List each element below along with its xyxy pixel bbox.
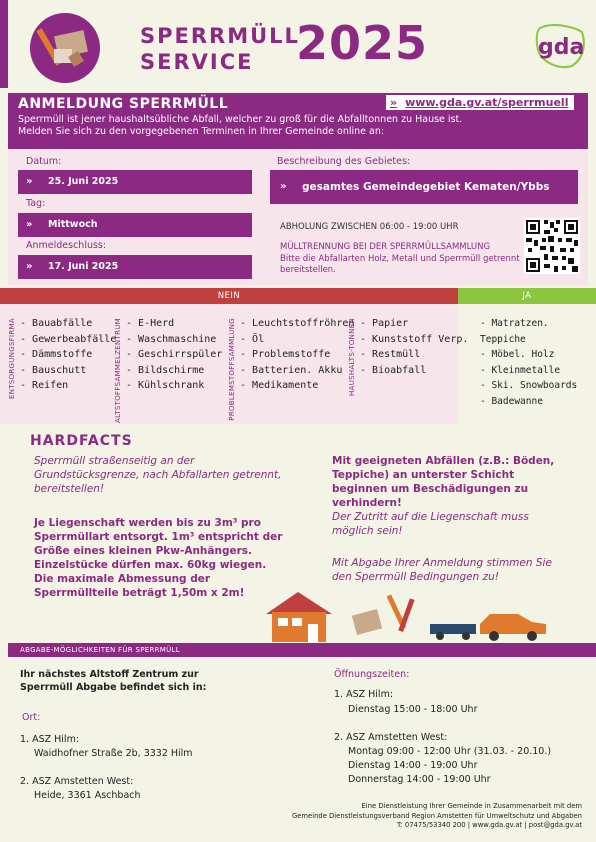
oeffnung-label: Öffnungszeiten:	[334, 669, 410, 680]
ja-header: JA	[458, 288, 596, 304]
datum-box	[18, 170, 252, 194]
sperrmuell-illustration	[30, 13, 100, 83]
list-item: - Medikamente	[240, 378, 354, 394]
hardfacts-p3: Mit geeigneten Abfällen (z.B.: Böden, Teppiche) an unterster Schicht beginnen um Beschädigungen zu verhindern!	[332, 455, 555, 509]
oeffnung-asz1-name: 1. ASZ Hilm:	[334, 689, 394, 700]
list-item: - Restmüll	[360, 347, 468, 363]
anmeldung-title: ANMELDUNG SPERRMÜLL	[18, 96, 229, 112]
group-list-problemstoff	[240, 316, 354, 394]
list-item: - Bauabfälle	[20, 316, 116, 332]
asz2-address: Heide, 3361 Aschbach	[34, 790, 141, 801]
list-item: - Kühlschrank	[126, 378, 222, 394]
anmeldung-text	[18, 114, 578, 138]
header-accent-bar	[0, 0, 8, 88]
gda-logo	[532, 22, 588, 70]
list-item: - Batterien. Akku	[240, 363, 354, 379]
list-item: - Bauschutt	[20, 363, 116, 379]
asz2-name: 2. ASZ Amstetten West:	[20, 776, 134, 787]
beschreibung-box	[270, 170, 578, 204]
tag-value: Mittwoch	[48, 219, 98, 230]
asz1-name: 1. ASZ Hilm:	[20, 734, 80, 745]
footer-line: Eine Dienstleistung Ihrer Gemeinde in Zusammenarbeit mit dem	[361, 802, 582, 810]
ort-label: Ort:	[22, 712, 41, 723]
oeffnung-asz2-time1: Montag 09:00 - 12:00 Uhr (31.03. - 20.10.)	[348, 746, 552, 757]
list-item: - Möbel. Holz	[480, 347, 596, 363]
list-item: - Reifen	[20, 378, 116, 394]
oeffnung-asz2-time3: Donnerstag 14:00 - 19:00 Uhr	[348, 774, 491, 785]
hardfacts-title: HARDFACTS	[30, 433, 133, 449]
title-line-1: SPERRMÜLL	[140, 24, 300, 48]
anmeldung-text-line: Sperrmüll ist jener haushaltsübliche Abfall, welcher zu groß für die Abfalltonnen zu Hause ist.	[18, 114, 463, 125]
list-item: - Matratzen. Teppiche	[480, 316, 596, 347]
nein-header: NEIN	[0, 288, 458, 304]
beschreibung-value: gesamtes Gemeindegebiet Kematen/Ybbs	[302, 181, 550, 193]
title-line-2: SERVICE	[140, 50, 254, 74]
list-item: - Leuchtstoffröhren	[240, 316, 354, 332]
group-label: HAUSHALTS-TONNEN	[348, 318, 356, 396]
trennung-title: MÜLLTRENNUNG BEI DER SPERRMÜLLSAMMLUNG	[280, 242, 491, 252]
footer	[250, 802, 582, 831]
list-item: - Kleinmetalle	[480, 363, 596, 379]
chevron-double-icon: »	[26, 261, 33, 272]
list-item: - Papier	[360, 316, 468, 332]
datum-label: Datum:	[26, 156, 62, 167]
anmeldeschluss-box	[18, 255, 252, 279]
hardfacts-p4: Der Zutritt auf die Liegenschaft muss möglich sein!	[332, 511, 529, 537]
oeffnung-asz2-name: 2. ASZ Amstetten West:	[334, 732, 448, 743]
list-item: - E-Herd	[126, 316, 222, 332]
list-item: - Dämmstoffe	[20, 347, 116, 363]
year-heading: 2025	[296, 16, 429, 70]
list-item: - Kunststoff Verp.	[360, 332, 468, 348]
oeffnung-asz1-time: Dienstag 15:00 - 18:00 Uhr	[348, 704, 478, 715]
hardfacts-p5: Mit Abgabe Ihrer Anmeldung stimmen Sie den Sperrmüll Bedingungen zu!	[332, 557, 552, 583]
list-item: - Bildschirme	[126, 363, 222, 379]
group-label: PROBLEMSTOFFSAMMLUNG	[228, 318, 236, 421]
anmeldeschluss-value: 17. Juni 2025	[48, 261, 119, 272]
group-label: ALTSTOFFSAMMELZENTRUM	[114, 318, 122, 423]
group-label: ENTSORGUNGSFIRMA	[8, 318, 16, 399]
datum-value: 25. Juni 2025	[48, 176, 119, 187]
tag-box	[18, 213, 252, 237]
beschreibung-label: Beschreibung des Gebietes:	[277, 156, 411, 167]
sperrmuell-url: www.gda.gv.at/sperrmuell	[405, 96, 569, 109]
list-item: - Öl	[240, 332, 354, 348]
ja-list	[480, 316, 596, 409]
group-list-tonnen	[360, 316, 468, 378]
tag-label: Tag:	[26, 198, 46, 209]
trennung-text: Bitte die Abfallarten Holz, Metall und Sperrmüll getrennt bereitstellen.	[280, 254, 520, 275]
anmeldeschluss-label: Anmeldeschluss:	[26, 240, 107, 251]
footer-contact: T: 07475/53340 200 | www.gda.gv.at | post@gda.gv.at	[397, 821, 582, 829]
asz1-address: Waidhofner Straße 2b, 3332 Hilm	[34, 748, 193, 759]
chevron-double-icon: »	[26, 219, 33, 230]
house-car-illustration	[262, 590, 552, 642]
abgabe-header: ABGABE-MÖGLICHKEITEN FÜR SPERRMÜLL	[8, 643, 596, 657]
list-item: - Gewerbeabfälle	[20, 332, 116, 348]
list-item: - Badewanne	[480, 394, 596, 410]
list-item: - Bioabfall	[360, 363, 468, 379]
qr-code[interactable]	[524, 218, 580, 274]
gda-logo-text: gda	[538, 35, 585, 60]
oeffnung-asz2-time2: Dienstag 14:00 - 19:00 Uhr	[348, 760, 478, 771]
footer-line: Gemeinde Dienstleistungsverband Region Amstetten für Umweltschutz und Abgaben	[291, 811, 582, 820]
sperrmuell-link[interactable]	[386, 95, 574, 110]
list-item: - Geschirrspüler	[126, 347, 222, 363]
chevron-double-icon: »	[390, 96, 398, 109]
list-item: - Problemstoffe	[240, 347, 354, 363]
hardfacts-p2: Je Liegenschaft werden bis zu 3m³ pro Sperrmüllart entsorgt. 1m³ entspricht der Größe eines kleinen Pkw-Anhängers. Einzelstücke dürfen max. 60kg wiegen. Die maximale Abmessung der Sperrmüllteile beträgt 1,50m x 2m!	[34, 517, 283, 599]
group-list-entsorgung	[20, 316, 116, 394]
abgabe-intro-2: Sperrmüll Abgabe befindet sich in:	[20, 682, 207, 693]
abholung-zeit: ABHOLUNG ZWISCHEN 06:00 - 19:00 UHR	[280, 222, 459, 232]
abgabe-intro-1: Ihr nächstes Altstoff Zentrum zur	[20, 669, 199, 680]
hardfacts-p1: Sperrmüll straßenseitig an der Grundstücksgrenze, nach Abfallarten getrennt, bereitstellen!	[34, 455, 282, 495]
group-list-altstoff	[126, 316, 222, 394]
list-item: - Ski. Snowboards	[480, 378, 596, 394]
chevron-double-icon: »	[26, 176, 33, 187]
list-item: - Waschmaschine	[126, 332, 222, 348]
anmeldung-text-line: Melden Sie sich zu den vorgegebenen Terminen in Ihrer Gemeinde online an:	[18, 126, 385, 137]
chevron-double-icon: »	[280, 181, 287, 192]
